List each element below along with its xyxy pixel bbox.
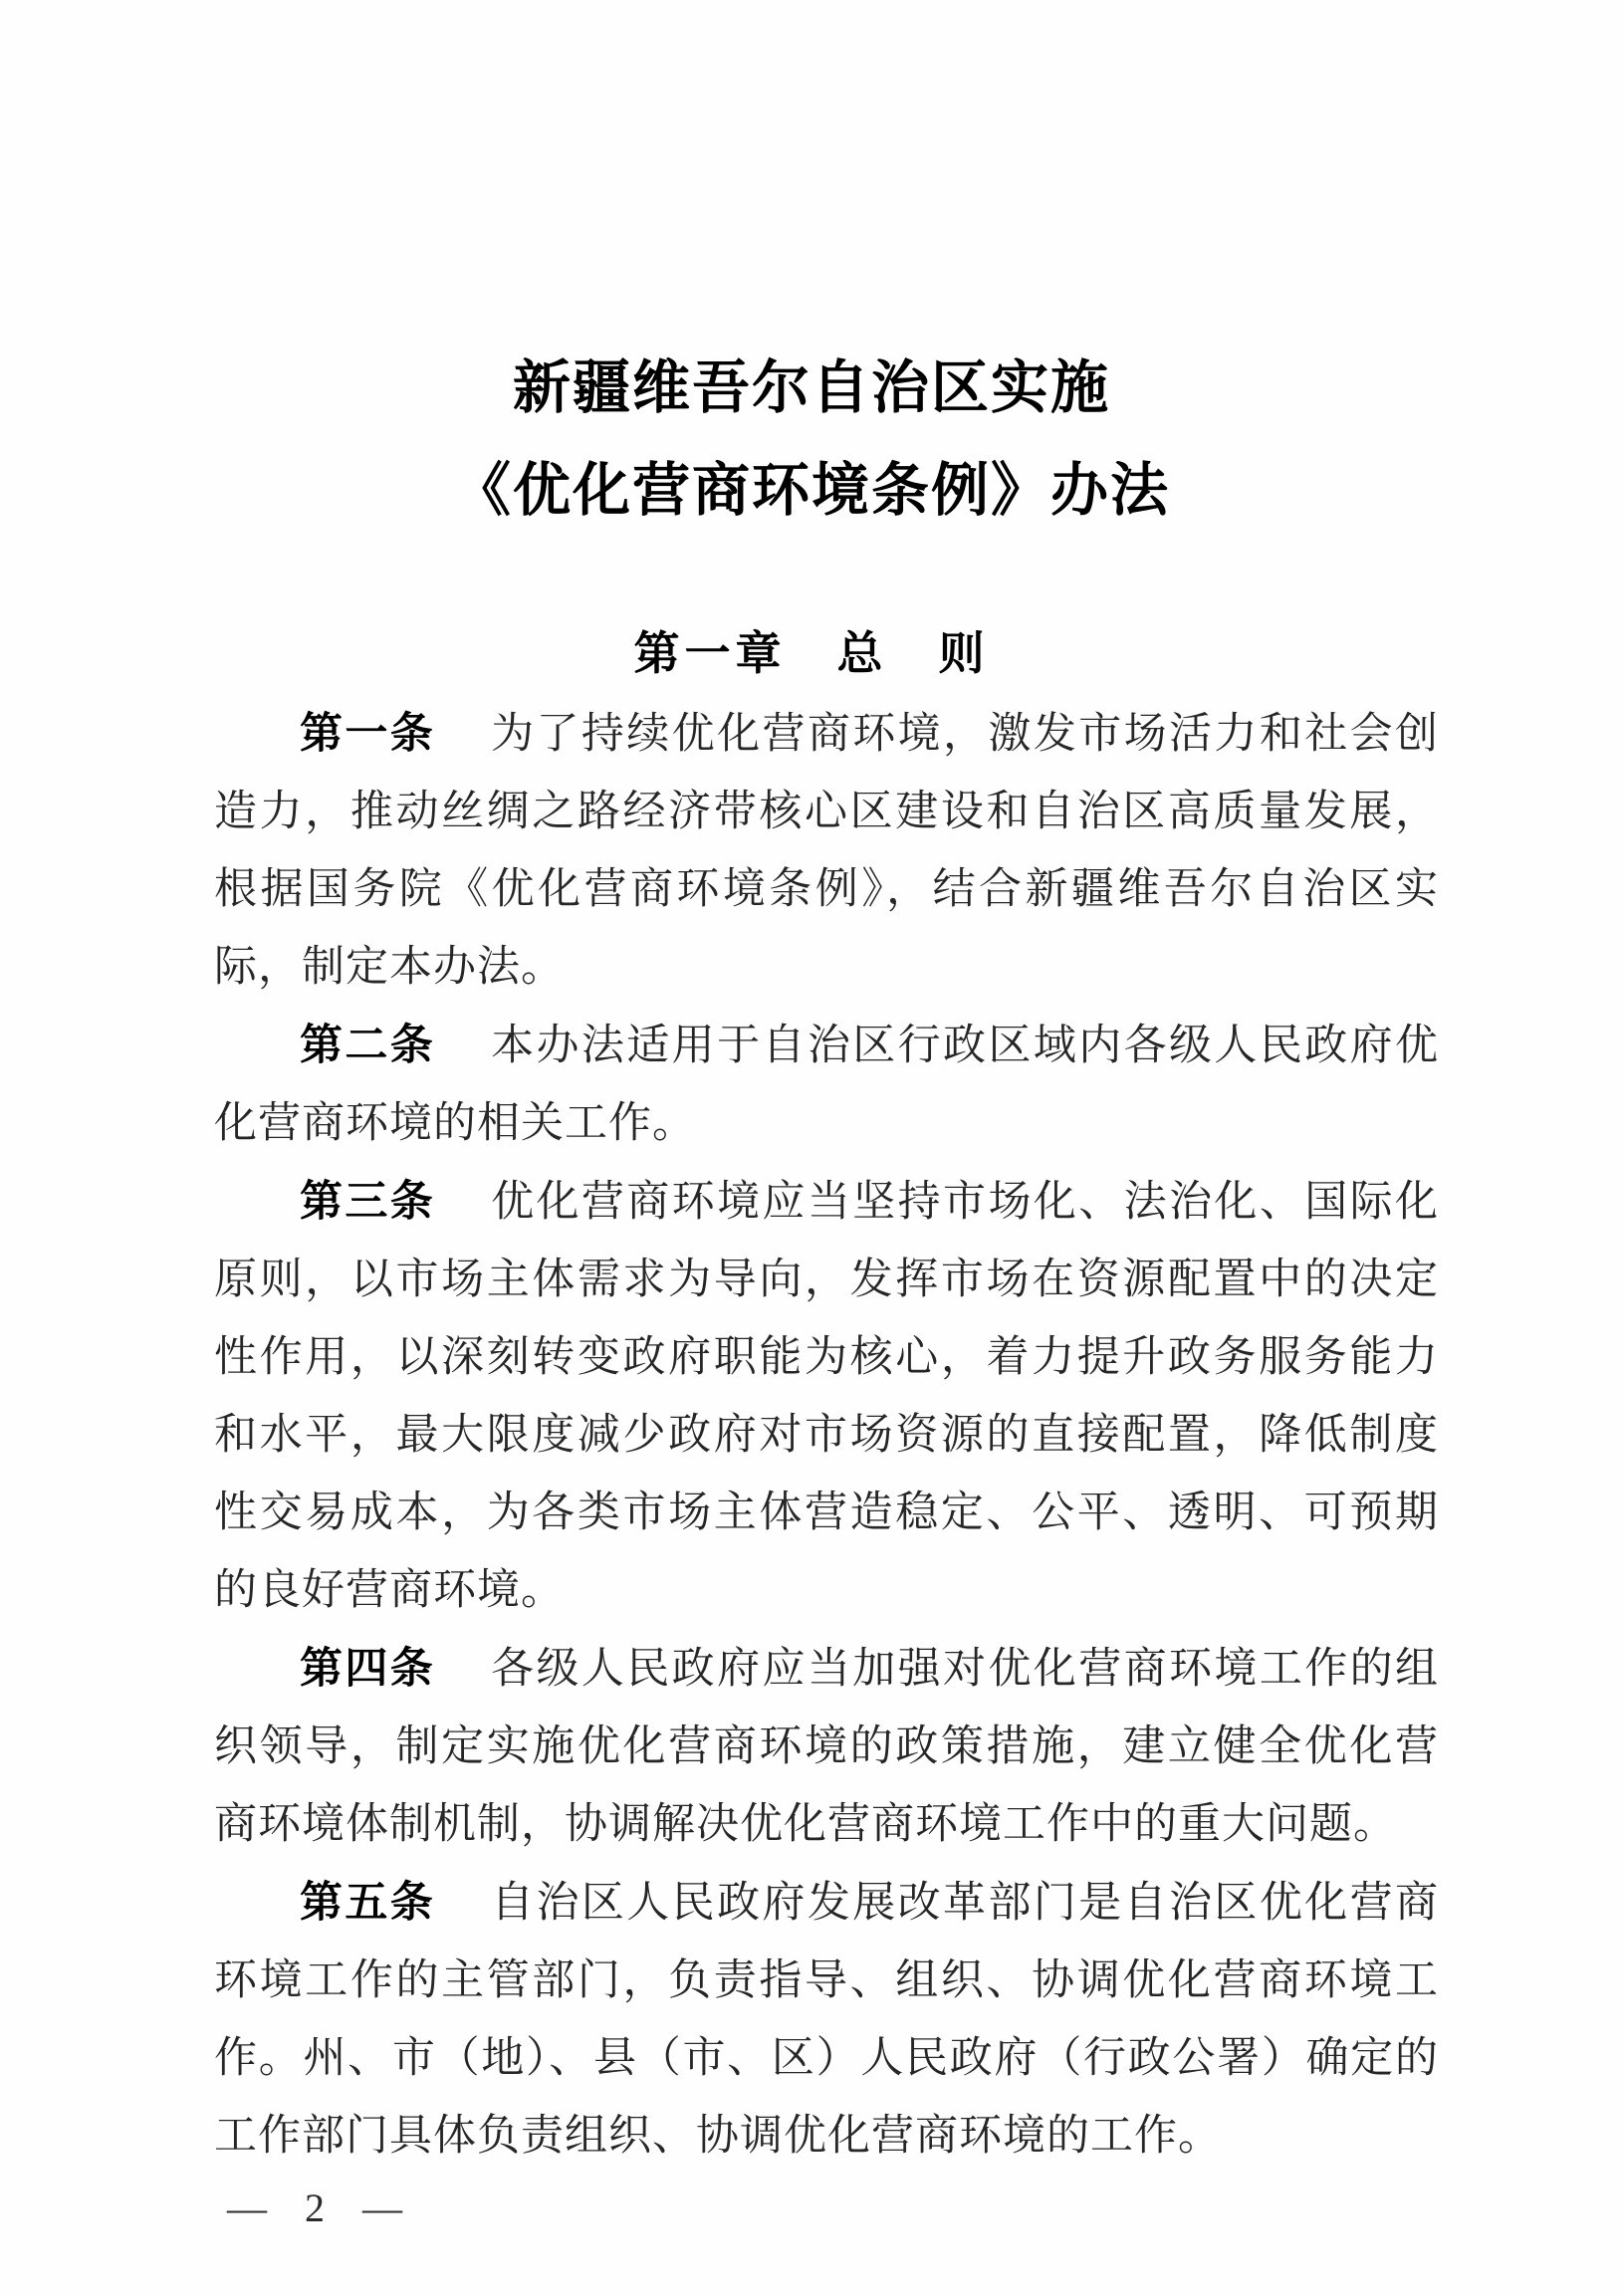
article-label: 第二条 [300, 1022, 436, 1069]
document-title [0, 0, 1623, 542]
article-label: 第四条 [300, 1645, 436, 1693]
article-paragraph-4 [214, 1630, 1439, 1864]
page-number: — 2 — [227, 2185, 405, 2230]
article-label: 第一条 [300, 710, 436, 758]
article-paragraph-3 [214, 1163, 1439, 1630]
article-text: 优化营商环境应当坚持市场化、法治化、国际化原则，以市场主体需求为导向，发挥市场在资源配置中的决定性作用，以深刻转变政府职能为核心，着力提升政务服务能力和水平，最大限度减少政府对市场资源的直接配置，降低制度性交易成本，为各类市场主体营造稳定、公平、透明、可预期的良好营商环境。 [214, 1179, 1440, 1614]
title-line-1: 新疆维吾尔自治区实施 [512, 355, 1110, 420]
article-label: 第三条 [300, 1178, 436, 1226]
article-paragraph-1 [214, 695, 1439, 1007]
chapter-heading: 第一章 总 则 [633, 627, 990, 679]
article-text: 各级人民政府应当加强对优化营商环境工作的组织领导，制定实施优化营商环境的政策措施，建立健全优化营商环境体制机制，协调解决优化营商环境工作中的重大问题。 [214, 1646, 1440, 1848]
article-paragraph-2 [214, 1007, 1439, 1163]
article-text: 为了持续优化营商环境，激发市场活力和社会创造力，推动丝绸之路经济带核心区建设和自治区高质量发展，根据国务院《优化营商环境条例》，结合新疆维吾尔自治区实际，制定本办法。 [214, 711, 1440, 991]
article-paragraph-5 [214, 1864, 1439, 2176]
article-text: 本办法适用于自治区行政区域内各级人民政府优化营商环境的相关工作。 [214, 1023, 1440, 1147]
document-body [214, 695, 1439, 2176]
article-label: 第五条 [300, 1879, 436, 1927]
article-text: 自治区人民政府发展改革部门是自治区优化营商环境工作的主管部门，负责指导、组织、协调优化营商环境工作。州、市（地）、县（市、区）人民政府（行政公署）确定的工作部门具体负责组织、协调优化营商环境的工作。 [214, 1880, 1440, 2160]
title-line-2: 《优化营商环境条例》办法 [452, 458, 1170, 523]
